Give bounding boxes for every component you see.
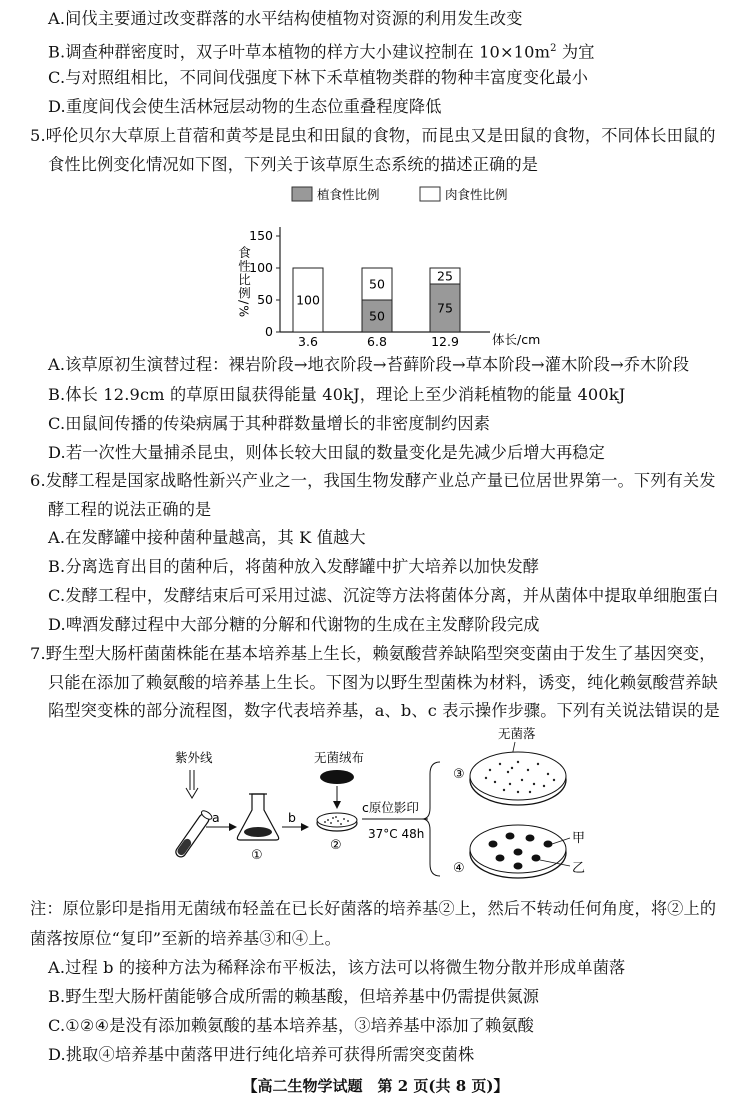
q5-option-b: B.体长 12.9cm 的草原田鼠获得能量 40kJ，理论上至少消耗植物的能量 400kJ [48,385,626,404]
q7-option-d: D.挑取④培养基中菌落甲进行纯化培养可获得所需突变菌株 [48,1045,475,1064]
x-tick-label: 12.9 [431,334,459,348]
replica-plating-diagram [160,726,610,882]
q7-stem-line3: 陷型突变株的部分流程图，数字代表培养基，a、b、c 表示操作步骤。下列有关说法错误的是 [48,701,720,720]
velvet-label: 无菌绒布 [314,750,365,765]
step-a-label: a [212,810,220,825]
bar-value-label: 50 [369,308,385,324]
y-tick-label: 150 [249,228,273,243]
no-colony-label: 无菌落 [498,726,536,741]
q6-option-d: D.啤酒发酵过程中大部分糖的分解和代谢物的生成在主发酵阶段完成 [48,615,540,634]
x-tick-label: 6.8 [367,334,387,348]
plate-3 [470,752,566,805]
q5-stem-line1: 5.呼伦贝尔大草原上苜蓿和黄芩是昆虫和田鼠的食物，而昆虫又是田鼠的食物，不同体长田鼠的 [30,126,716,145]
y-tick-label: 100 [249,260,273,275]
q4-option-d: D.重度间伐会使生活林冠层动物的生态位重叠程度降低 [48,97,442,116]
plate-4 [470,825,566,878]
q7-stem-line1: 7.野生型大肠杆菌菌株能在基本培养基上生长，赖氨酸营养缺陷型突变菌由于发生了基因突变， [30,644,716,663]
medium-2-label: ② [330,838,342,853]
page-footer: 【高二生物学试题 第 2 页(共 8 页)】 [242,1077,509,1095]
q5-option-c: C.田鼠间传播的传染病属于其种群数量增长的非密度制约因素 [48,414,491,433]
x-axis-label: 体长/cm [492,332,541,347]
y-axis-label-text: 食性比例/% [236,246,252,319]
q7-note-line2: 菌落按原位“复印”至新的培养基③和④上。 [30,929,341,948]
medium-3-label: ③ [453,767,465,782]
q7-option-b: B.野生型大肠杆菌能够合成所需的赖基酸，但培养基中仍需提供氮源 [48,987,540,1006]
q6-stem-line2: 酵工程的说法正确的是 [48,500,212,519]
bar-value-label: 50 [369,276,385,292]
legend-swatch-carnivore [420,187,440,201]
step-b-label: b [288,810,296,825]
legend-herbivore: 植食性比例 [317,187,380,202]
step-c-label: c原位影印 [362,800,419,815]
brace [422,762,440,876]
bar-value-label: 25 [437,268,453,284]
q4-option-b: B.调查种群密度时，双子叶草本植物的样方大小建议控制在 $10\times 10m^2$ 为宜 [48,42,595,62]
uv-arrow [186,770,198,798]
velvet-pad [320,770,354,784]
plate-2 [317,813,357,831]
test-tube [173,809,213,859]
q7-note-line1: 注：原位影印是指用无菌绒布轻盖在已长好菌落的培养基②上，然后不转动任何角度，将②上的 [30,899,717,918]
y-axis-label [237,246,252,318]
x-tick-label: 3.6 [298,334,318,348]
y-tick-label: 50 [257,292,273,307]
medium-4-label: ④ [453,861,465,876]
uv-label: 紫外线 [175,750,213,765]
q4-option-a: A.间伐主要通过改变群落的水平结构使植物对资源的利用发生改变 [48,9,523,28]
diet-ratio-bar-chart [230,180,570,348]
q6-stem-line1: 6.发酵工程是国家战略性新兴产业之一，我国生物发酵产业总产量已位居世界第一。下列有关发 [30,471,716,490]
medium-1-label: ① [251,848,263,863]
q5-option-a: A.该草原初生演替过程：裸岩阶段→地衣阶段→苔藓阶段→草本阶段→灌木阶段→乔木阶段 [48,355,690,374]
legend-swatch-herbivore [292,187,312,201]
q6-option-c: C.发酵工程中，发酵结束后可采用过滤、沉淀等方法将菌体分离，并从菌体中提取单细胞蛋白 [48,586,719,605]
q7-stem-line2: 只能在添加了赖氨酸的培养基上生长。下图为以野生型菌株为材料，诱变，纯化赖氨酸营养缺 [48,673,718,692]
colony-jia-label: 甲 [572,831,586,846]
q6-option-a: A.在发酵罐中接种菌种量越高，其 K 值越大 [48,528,366,547]
incubation-condition: 37°C 48h [368,827,425,841]
legend-carnivore: 肉食性比例 [445,187,508,202]
q5-option-d: D.若一次性大量捕杀昆虫，则体长较大田鼠的数量变化是先减少后增大再稳定 [48,443,605,462]
colony-yi-label: 乙 [572,861,586,876]
bar-value-label: 75 [437,300,453,316]
q7-option-a: A.过程 b 的接种方法为稀释涂布平板法，该方法可以将微生物分散并形成单菌落 [48,958,626,977]
q7-option-c: C.①②④是没有添加赖氨酸的基本培养基，③培养基中添加了赖氨酸 [48,1016,535,1035]
conical-flask [237,794,278,840]
y-tick-label: 0 [265,324,273,339]
bar-value-label: 100 [296,292,320,308]
q6-option-b: B.分离选育出目的菌种后，将菌种放入发酵罐中扩大培养以加快发酵 [48,557,540,576]
q5-stem-line2: 食性比例变化情况如下图，下列关于该草原生态系统的描述正确的是 [48,155,539,174]
q4-option-c: C.与对照组相比，不同间伐强度下林下禾草植物类群的物种丰富度变化最小 [48,68,589,87]
